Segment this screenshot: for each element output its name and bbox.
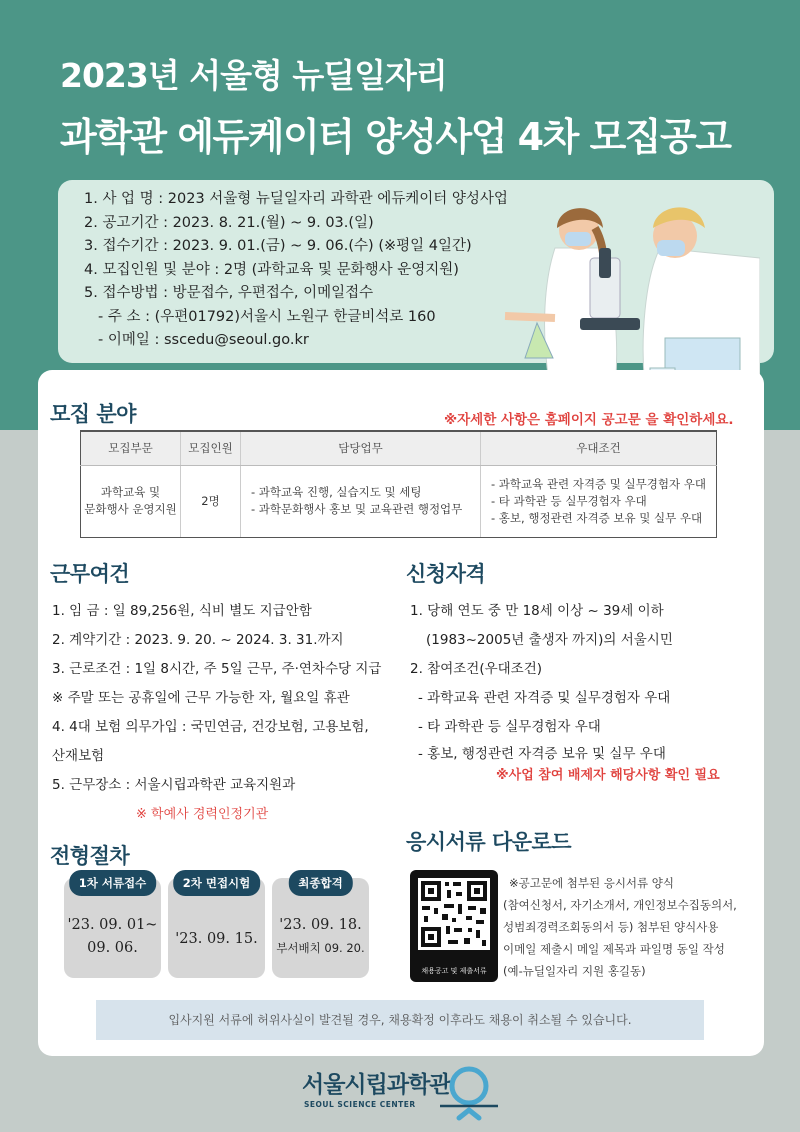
download-line: ※공고문에 첨부된 응시서류 양식 <box>509 876 675 890</box>
step-date-line: '23. 09. 01~ <box>67 917 158 933</box>
qr-code-graphic <box>418 878 490 950</box>
cell-text: - 홍보, 행정관련 자격증 보유 및 실무 우대 <box>491 510 703 525</box>
info-email[interactable]: - 이메일 : sscedu@seoul.go.kr <box>98 332 309 348</box>
bottom-notice: 입사지원 서류에 허위사실이 발견될 경우, 채용확정 이후라도 채용이 취소될 수 있습니다. <box>96 1000 704 1040</box>
cell-text: 과학교육 및 <box>100 485 161 499</box>
list-item: 1. 당해 연도 중 만 18세 이상 ~ 39세 이하 <box>410 603 664 619</box>
info-item: 3. 접수기간 : 2023. 9. 01.(금) ~ 9. 06.(수) (※평일 4일간) <box>84 238 472 254</box>
download-line: 성범죄경력조회동의서 등) 첨부된 양식사용 <box>503 920 719 934</box>
step-date-line: '23. 09. 18. <box>279 917 362 933</box>
step-date-line: 09. 06. <box>87 940 138 956</box>
download-line: 이메일 제출시 메일 제목과 파일명 동일 작성 <box>503 942 725 956</box>
list-item: 3. 근로조건 : 1일 8시간, 주 5일 근무, 주·연차수당 지급 <box>52 661 382 677</box>
page-title: 과학관 에듀케이터 양성사업 4차 모집공고 <box>60 115 731 159</box>
download-line: (참여신청서, 자기소개서, 개인정보수집동의서, <box>503 898 737 912</box>
qr-label: 채용공고 및 제출서류 <box>421 967 487 975</box>
table-cell-preference <box>481 465 717 537</box>
list-item: 2. 계약기간 : 2023. 9. 20. ~ 2024. 3. 31.까지 <box>52 632 344 648</box>
conditions-heading: 근무여건 <box>50 562 130 586</box>
list-item: - 홍보, 행정관련 자격증 보유 및 실무 우대 <box>418 746 666 762</box>
qualification-heading: 신청자격 <box>406 562 486 586</box>
cell-text: - 과학교육 진행, 실습지도 및 세팅 <box>251 485 422 499</box>
cell-text: - 타 과학관 등 실무경험자 우대 <box>491 493 647 508</box>
list-item: ※ 주말 또는 공휴일에 근무 가능한 자, 월요일 휴관 <box>52 690 350 706</box>
step-date <box>168 928 265 951</box>
column-header: 모집인원 <box>181 431 241 465</box>
download-description <box>503 872 737 982</box>
list-item: (1983~2005년 출생자 까지)의 서울시민 <box>426 632 673 648</box>
column-header: 우대조건 <box>481 431 717 465</box>
info-item: 4. 모집인원 및 분야 : 2명 (과학교육 및 문화행사 운영지원) <box>84 261 459 278</box>
download-heading: 응시서류 다운로드 <box>406 830 572 854</box>
step-date <box>64 914 161 960</box>
qr-code[interactable] <box>410 870 498 982</box>
step-date <box>272 914 369 960</box>
table-cell-field <box>81 465 181 537</box>
process-step-3 <box>272 878 369 978</box>
info-item: 5. 접수방법 : 방문접수, 우편접수, 이메일접수 <box>84 285 374 301</box>
process-step-1 <box>64 878 161 978</box>
page-subtitle: 2023년 서울형 뉴딜일자리 <box>60 56 447 95</box>
qualification-list <box>410 597 720 786</box>
recruit-heading: 모집 분야 <box>50 402 136 426</box>
cell-text: - 과학문화행사 홍보 및 교육관련 행정업무 <box>251 502 463 516</box>
cell-text: 문화행사 운영지원 <box>84 502 177 516</box>
conditions-note: ※ 학예사 경력인정기관 <box>136 807 269 822</box>
process-step-2 <box>168 878 265 978</box>
step-badge: 최종합격 <box>288 870 352 896</box>
logo-subtitle: SEOUL SCIENCE CENTER <box>304 1100 416 1109</box>
list-item: 5. 근무장소 : 서울시립과학관 교육지원과 <box>52 777 296 793</box>
list-item: 4. 4대 보험 의무가입 : 국민연금, 건강보험, 고용보험, <box>52 719 369 735</box>
download-line: (예-뉴딜일자리 지원 홍길동) <box>503 964 646 978</box>
table-cell-count: 2명 <box>181 465 241 537</box>
qualification-note: ※사업 참여 배제자 해당사항 확인 필요 <box>496 768 720 783</box>
qr-code-pattern <box>418 878 490 950</box>
scientists-illustration <box>495 188 760 393</box>
recruit-table <box>80 430 717 538</box>
logo-mark-icon <box>438 1062 500 1122</box>
list-item: - 과학교육 관련 자격증 및 실무경험자 우대 <box>418 690 671 706</box>
step-badge: 1차 서류접수 <box>69 870 157 896</box>
table-row <box>81 465 717 537</box>
table-cell-duty <box>241 465 481 537</box>
info-item: 2. 공고기간 : 2023. 8. 21.(월) ~ 9. 03.(일) <box>84 214 374 231</box>
list-item: 1. 임 금 : 일 89,256원, 식비 별도 지급안함 <box>52 603 312 619</box>
list-item: 산재보험 <box>52 748 105 764</box>
column-header: 모집부문 <box>81 431 181 465</box>
list-item: 2. 참여조건(우대조건) <box>410 661 543 677</box>
step-date-line: 부서배치 09. 20. <box>276 941 365 955</box>
logo-name: 서울시립과학관 <box>302 1072 451 1098</box>
table-header-row <box>81 431 717 465</box>
step-badge: 2차 면접시험 <box>173 870 261 896</box>
conditions-list <box>52 597 381 829</box>
process-heading: 전형절차 <box>50 844 130 868</box>
info-list <box>84 188 508 353</box>
step-date-line: '23. 09. 15. <box>175 931 258 947</box>
cell-text: - 과학교육 관련 자격증 및 실무경험자 우대 <box>491 476 706 491</box>
info-item: 1. 사 업 명 : 2023 서울형 뉴딜일자리 과학관 에듀케이터 양성사업 <box>84 191 508 207</box>
info-address: - 주 소 : (우편01792)서울시 노원구 한글비석로 160 <box>98 308 436 325</box>
list-item: - 타 과학관 등 실무경험자 우대 <box>418 719 601 735</box>
column-header: 담당업무 <box>241 431 481 465</box>
recruit-notice: ※자세한 사항은 홈페이지 공고문 을 확인하세요. <box>444 412 734 428</box>
